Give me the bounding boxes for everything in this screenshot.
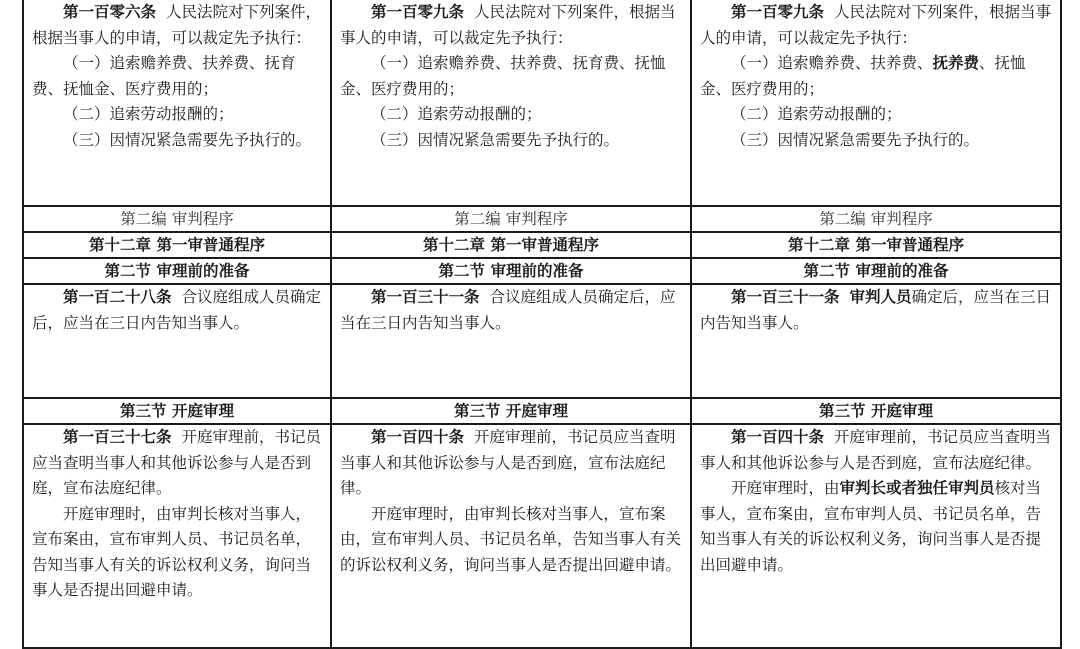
article-paragraph	[340, 285, 686, 336]
article-number: 第一百四十条	[731, 428, 825, 446]
part-title: 第二编 审判程序	[331, 206, 691, 232]
list-item: （二）追索劳动报酬的；	[371, 105, 542, 123]
article-paragraph	[700, 425, 1056, 476]
article-text: 确定后，应当在三日内告知当事人。	[700, 288, 1052, 332]
section-title: 第二节 审理前的准备	[23, 258, 331, 284]
article-text: 合议庭组成人员确定后，应当在三日内告知当事人。	[340, 288, 676, 332]
amended-text: 审判长或者独任审判员	[839, 479, 995, 497]
cell-col1-enforcement	[23, 0, 331, 206]
article-paragraph	[32, 0, 326, 51]
article-paragraph	[340, 425, 686, 502]
list-item: （三）因情况紧急需要先予执行的。	[63, 130, 312, 149]
article-text: 开庭审理前，书记员应当查明当事人和其他诉讼参与人是否到庭，宣布法庭纪律。	[340, 428, 676, 497]
table-row	[23, 424, 1061, 648]
table-row	[23, 284, 1061, 398]
part-title: 第二编 审判程序	[691, 206, 1061, 232]
section-title: 第二节 审理前的准备	[691, 258, 1061, 284]
chapter-title: 第十二章 第一审普通程序	[691, 232, 1061, 258]
article-paragraph	[700, 0, 1056, 51]
chapter-title: 第十二章 第一审普通程序	[23, 232, 331, 258]
list-item: （二）追索劳动报酬的；	[63, 105, 234, 123]
cell-col2-hearing	[331, 424, 691, 648]
cell-col1-notice	[23, 284, 331, 398]
article-text: 合议庭组成人员确定后，应当在三日内告知当事人。	[32, 288, 322, 332]
article-number: 第一百三十七条	[63, 428, 172, 446]
list-item: （三）因情况紧急需要先予执行的。	[371, 130, 620, 149]
cell-col3-hearing	[691, 424, 1061, 648]
article-text: 核对当事人，宣布案由，宣布审判人员、书记员名单，告知当事人有关的诉讼权利义务，询问当事人是否提出回避申请。	[700, 479, 1042, 574]
table-row	[23, 206, 1061, 232]
article-number: 第一百三十一条	[371, 288, 480, 306]
article-text: 人民法院对下列案件，根据当事人的申请，可以裁定先予执行：	[340, 3, 676, 47]
table-row	[23, 232, 1061, 258]
section-title: 第二节 审理前的准备	[331, 258, 691, 284]
cell-col3-enforcement	[691, 0, 1061, 206]
article-paragraph: 开庭审理时，由审判长核对当事人，宣布案由，宣布审判人员、书记员名单，告知当事人有关的诉讼权利义务，询问当事人是否提出回避申请。	[340, 504, 682, 574]
section-title: 第三节 开庭审理	[691, 398, 1061, 424]
amended-text: 抚养费	[932, 54, 980, 72]
article-number: 第一百零九条	[371, 3, 465, 21]
section-title: 第三节 开庭审理	[23, 398, 331, 424]
article-number: 第一百零九条	[731, 3, 825, 21]
article-text: 开庭审理前，书记员应当查明当事人和其他诉讼参与人是否到庭，宣布法庭纪律。	[32, 428, 322, 497]
article-text: 人民法院对下列案件，根据当事人的申请，可以裁定先予执行：	[700, 3, 1052, 47]
cell-col3-notice	[691, 284, 1061, 398]
article-number: 第一百二十八条	[63, 288, 172, 306]
article-number: 第一百三十一条	[731, 288, 840, 306]
list-item: （一）追索赡养费、扶养费、抚育费、抚恤金、医疗费用的；	[32, 54, 296, 98]
article-text: 人民法院对下列案件，根据当事人的申请，可以裁定先予执行：	[32, 3, 322, 47]
article-paragraph	[32, 285, 326, 336]
law-comparison-table	[22, 0, 1062, 649]
item-text: （一）追索赡养费、扶养费、	[731, 54, 933, 72]
amended-text: 审判人员	[849, 288, 912, 306]
article-text: 开庭审理前，书记员应当查明当事人和其他诉讼参与人是否到庭，宣布法庭纪律。	[700, 428, 1052, 472]
section-title: 第三节 开庭审理	[331, 398, 691, 424]
table-row	[23, 398, 1061, 424]
article-paragraph: 开庭审理时，由审判长核对当事人，宣布案由，宣布审判人员、书记员名单，告知当事人有关的诉讼权利义务，询问当事人是否提出回避申请。	[32, 504, 312, 599]
list-item	[700, 51, 1056, 102]
article-text: 开庭审理时，由	[731, 479, 840, 497]
article-paragraph	[32, 425, 326, 502]
list-item: （一）追索赡养费、扶养费、抚育费、抚恤金、医疗费用的；	[340, 54, 666, 98]
article-paragraph	[340, 0, 686, 51]
table-row	[23, 0, 1061, 206]
cell-col2-enforcement	[331, 0, 691, 206]
article-paragraph	[700, 285, 1056, 336]
item-text: 、抚恤金、医疗费用的；	[700, 54, 1026, 98]
list-item: （二）追索劳动报酬的；	[731, 105, 902, 123]
list-item: （三）因情况紧急需要先予执行的。	[731, 130, 980, 149]
article-number: 第一百四十条	[371, 428, 465, 446]
cell-col1-hearing	[23, 424, 331, 648]
cell-col2-notice	[331, 284, 691, 398]
table-row	[23, 258, 1061, 284]
chapter-title: 第十二章 第一审普通程序	[331, 232, 691, 258]
part-title: 第二编 审判程序	[23, 206, 331, 232]
article-paragraph	[700, 476, 1056, 578]
article-number: 第一百零六条	[63, 3, 157, 21]
